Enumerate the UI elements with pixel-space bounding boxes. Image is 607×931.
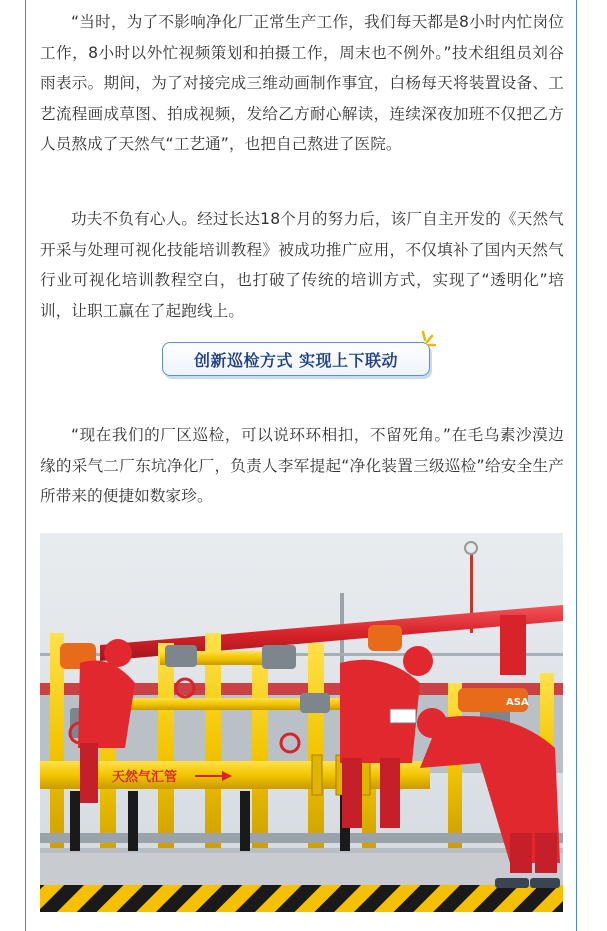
section-heading-box xyxy=(162,342,434,378)
tank-label: ASA xyxy=(506,697,529,708)
section-heading: 创新巡检方式 实现上下联动 xyxy=(162,342,430,376)
paragraph-3: “现在我们的厂区巡检，可以说环环相扣，不留死角。”在毛乌素沙漠边缘的采气二厂东坑净化厂，负责人李军提起“净化装置三级巡检”给安全生产所带来的便捷如数家珍。 xyxy=(40,426,564,505)
sparkle-icon xyxy=(414,330,436,352)
inspection-photo xyxy=(40,533,563,912)
pipe-label: 天然气汇管 xyxy=(112,770,178,785)
paragraph-1: “当时，为了不影响净化厂正常生产工作，我们每天都是8小时内忙岗位工作，8小时以外忙视频策划和拍摄工作，周末也不例外。”技术组组员刘谷雨表示。期间，为了对接完成三维动画制作事宜，白杨每天将装置设备、工艺流程画成草图、拍成视频，发给乙方耐心解读，连续深夜加班不仅把乙方人员熬成了天然气“工艺通”，也把自己熬进了医院。 xyxy=(40,13,564,153)
paragraph-2: 功夫不负有心人。经过长达18个月的努力后，该厂自主开发的《天然气开采与处理可视化技能培训教程》被成功推广应用，不仅填补了国内天然气行业可视化培训教程空白，也打破了传统的培训方式，实现了“透明化”培训，让职工赢在了起跑线上。 xyxy=(40,210,564,320)
